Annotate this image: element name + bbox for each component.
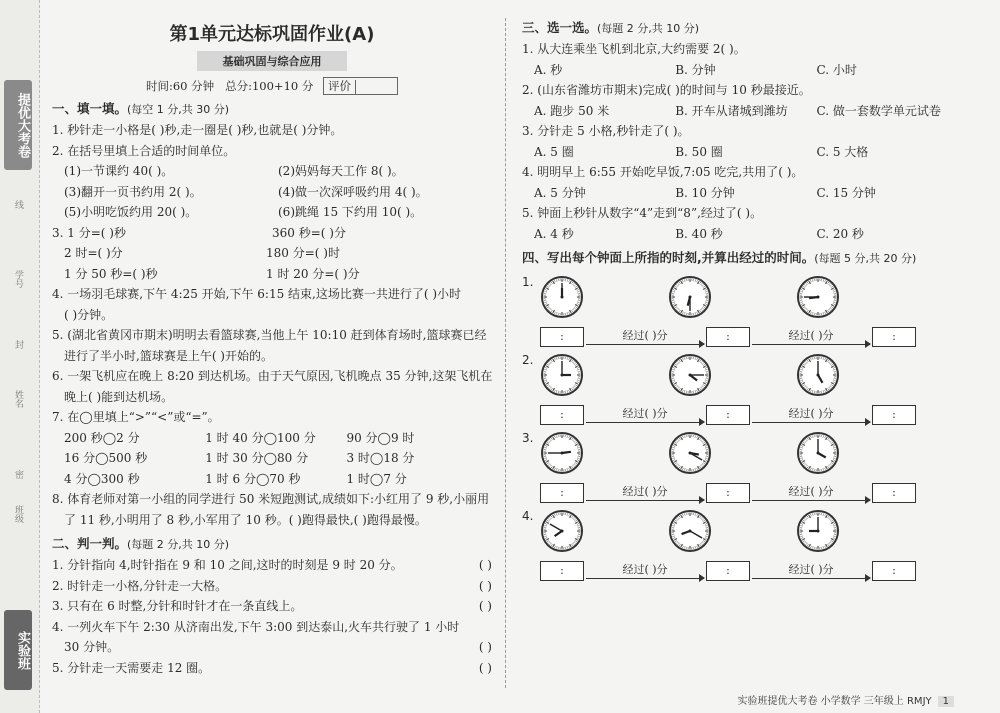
exam-info bbox=[52, 77, 492, 95]
time-answer-box[interactable]: : bbox=[872, 327, 916, 347]
time-answer-box[interactable]: : bbox=[706, 327, 750, 347]
choice-option[interactable]: A. 秒 bbox=[534, 62, 563, 77]
q3-item[interactable]: 360 秒=( )分 bbox=[272, 225, 346, 240]
page-subtitle: 基础巩固与综合应用 bbox=[197, 51, 347, 71]
choice-option[interactable]: C. 20 秒 bbox=[816, 226, 864, 241]
q2-item[interactable]: (4)做一次深呼吸约用 4( )。 bbox=[278, 184, 428, 199]
clock-face-icon bbox=[540, 509, 584, 557]
section-title: 二、判一判。 bbox=[52, 536, 128, 551]
clock-answer-row bbox=[540, 327, 962, 347]
section-title: 四、写出每个钟面上所指的时刻,并算出经过的时间。 bbox=[522, 250, 815, 265]
clock-face-icon bbox=[540, 353, 584, 401]
choice-options bbox=[522, 183, 962, 204]
elapsed-arrow bbox=[586, 485, 704, 501]
judge-text: 3. 只有在 6 时整,分针和时针才在一条直线上。 bbox=[52, 599, 303, 613]
question-4-cont[interactable]: ( )分钟。 bbox=[64, 307, 114, 322]
seal-label: 姓名 bbox=[13, 390, 23, 408]
q3-item[interactable]: 1 分 50 秒=( )秒 bbox=[64, 266, 158, 281]
footer-text: 实验班提优大考卷 小学数学 三年级上 RMJY bbox=[737, 696, 932, 707]
problem-number: 1. bbox=[522, 275, 534, 289]
section-choose bbox=[522, 18, 962, 39]
clock-problem bbox=[522, 275, 962, 323]
brand-badge-top: 提优大考卷 bbox=[4, 80, 32, 170]
clock-face-icon bbox=[668, 353, 712, 401]
clock-answer-row bbox=[540, 405, 962, 425]
question-8-cont[interactable]: 了 11 秒,小明用了 8 秒,小军用了 10 秒。( )跑得最快,( )跑得最慢。 bbox=[64, 512, 427, 527]
elapsed-arrow bbox=[586, 563, 704, 579]
choice-question: 2. (山东省潍坊市期末)完成( )的时间与 10 秒最接近。 bbox=[522, 83, 811, 97]
elapsed-arrow bbox=[586, 407, 704, 423]
compare-item[interactable]: 16 分◯500 秒 bbox=[64, 451, 148, 465]
judge-text: 30 分钟。 bbox=[64, 640, 120, 654]
evaluation-label: 评价 bbox=[328, 79, 352, 93]
choice-option[interactable]: A. 5 圈 bbox=[534, 144, 574, 159]
choice-options bbox=[522, 101, 962, 122]
choice-option[interactable]: A. 4 秒 bbox=[534, 226, 574, 241]
question-7: 7. 在◯里填上“>”“<”或“=”。 bbox=[52, 410, 220, 424]
compare-item[interactable]: 3 时◯18 分 bbox=[346, 451, 415, 465]
time-answer-box[interactable]: : bbox=[706, 405, 750, 425]
judge-answer[interactable]: ( ) bbox=[478, 558, 492, 572]
judge-answer[interactable]: ( ) bbox=[478, 660, 492, 675]
choice-option[interactable]: C. 5 大格 bbox=[816, 144, 869, 159]
compare-item[interactable]: 1 时 40 分◯100 分 bbox=[205, 430, 316, 445]
elapsed-label[interactable]: 经过( )分 bbox=[622, 329, 668, 342]
judge-item bbox=[52, 576, 492, 597]
elapsed-label[interactable]: 经过( )分 bbox=[788, 563, 834, 576]
choice-option[interactable]: C. 做一套数学单元试卷 bbox=[816, 103, 941, 118]
elapsed-label[interactable]: 经过( )分 bbox=[788, 329, 834, 342]
clock-face-icon bbox=[796, 275, 840, 323]
question-2-items bbox=[52, 161, 492, 182]
section-clocks bbox=[522, 248, 962, 269]
clock-face-icon bbox=[796, 509, 840, 557]
compare-item[interactable]: 90 分◯9 时 bbox=[346, 430, 415, 445]
question-2-items bbox=[52, 182, 492, 203]
clock-face-icon bbox=[668, 275, 712, 323]
judge-text: 1. 分针指向 4,时针指在 9 和 10 之间,这时的时刻是 9 时 20 分。 bbox=[52, 558, 403, 572]
clock-face-icon bbox=[668, 509, 712, 557]
section-note: (每空 1 分,共 30 分) bbox=[127, 103, 230, 116]
choice-option[interactable]: A. 5 分钟 bbox=[534, 185, 586, 200]
question-7-row bbox=[52, 428, 492, 449]
question-2-items bbox=[52, 202, 492, 223]
column-divider bbox=[505, 18, 506, 688]
choice-options bbox=[522, 142, 962, 163]
judge-item bbox=[52, 555, 492, 576]
left-column bbox=[52, 18, 492, 678]
compare-item[interactable]: 1 时 30 分◯80 分 bbox=[205, 451, 309, 465]
time-answer-box[interactable]: : bbox=[706, 483, 750, 503]
elapsed-arrow bbox=[752, 329, 870, 345]
compare-item[interactable]: 200 秒◯2 分 bbox=[64, 430, 140, 445]
question-3 bbox=[52, 223, 492, 244]
right-column bbox=[522, 18, 962, 581]
section-fill-in bbox=[52, 99, 492, 120]
choice-options bbox=[522, 224, 962, 245]
elapsed-arrow bbox=[752, 485, 870, 501]
seal-label: 密 bbox=[13, 470, 23, 479]
section-title: 三、选一选。 bbox=[522, 20, 598, 35]
question-7-row bbox=[52, 448, 492, 469]
problem-number: 3. bbox=[522, 431, 534, 445]
time-limit: 时间:60 分钟 bbox=[145, 79, 215, 93]
choice-option[interactable]: A. 跑步 50 米 bbox=[534, 103, 610, 118]
question-6[interactable]: 6. 一架飞机应在晚上 8:20 到达机场。由于天气原因,飞机晚点 35 分钟,这架飞机在 bbox=[52, 369, 493, 383]
elapsed-label[interactable]: 经过( )分 bbox=[788, 485, 834, 498]
time-answer-box[interactable]: : bbox=[706, 561, 750, 581]
choice-option[interactable]: C. 小时 bbox=[816, 62, 857, 77]
seal-label: 学号 bbox=[13, 270, 23, 288]
problem-number: 4. bbox=[522, 509, 534, 523]
choice-question: 1. 从大连乘坐飞机到北京,大约需要 2( )。 bbox=[522, 42, 746, 56]
judge-answer[interactable]: ( ) bbox=[478, 578, 492, 593]
q2-item[interactable]: (2)妈妈每天工作 8( )。 bbox=[278, 164, 404, 178]
choice-option[interactable]: C. 15 分钟 bbox=[816, 185, 876, 200]
binding-margin bbox=[0, 0, 40, 713]
q2-item[interactable]: (6)跳绳 15 下约用 10( )。 bbox=[278, 205, 423, 219]
clock-face-icon bbox=[668, 431, 712, 479]
seal-label: 封 bbox=[13, 340, 23, 349]
time-answer-box[interactable]: : bbox=[872, 561, 916, 581]
question-3 bbox=[52, 264, 492, 285]
elapsed-arrow bbox=[752, 563, 870, 579]
compare-item[interactable]: 4 分◯300 秒 bbox=[64, 471, 140, 486]
judge-answer[interactable]: ( ) bbox=[478, 640, 492, 654]
compare-item[interactable]: 1 时 6 分◯70 秒 bbox=[205, 471, 301, 486]
brand-badge-bottom: 实验班 bbox=[4, 610, 32, 690]
section-title: 一、填一填。 bbox=[52, 101, 128, 116]
elapsed-arrow bbox=[752, 407, 870, 423]
question-5[interactable]: 5. (湖北省黄冈市期末)明明去看篮球赛,当他上午 10:10 赶到体育场时,篮球赛已经 bbox=[52, 328, 487, 342]
judge-item bbox=[52, 637, 492, 658]
elapsed-arrow bbox=[586, 329, 704, 345]
question-8[interactable]: 8. 体育老师对第一小组的同学进行 50 米短跑测试,成绩如下:小红用了 9 秒,小丽用 bbox=[52, 492, 490, 506]
time-answer-box[interactable]: : bbox=[540, 483, 584, 503]
choice-question: 4. 明明早上 6:55 开始吃早饭,7:05 吃完,共用了( )。 bbox=[522, 165, 804, 179]
judge-text: 5. 分针走一天需要走 12 圈。 bbox=[52, 660, 211, 675]
question-1[interactable]: 1. 秒针走一小格是( )秒,走一圈是( )秒,也就是( )分钟。 bbox=[52, 123, 343, 137]
q2-item[interactable]: (1)一节课约 40( )。 bbox=[64, 164, 174, 178]
clock-problem bbox=[522, 509, 962, 557]
problem-number: 2. bbox=[522, 353, 534, 367]
clock-problem bbox=[522, 353, 962, 401]
seal-label: 线 bbox=[13, 200, 23, 209]
page-footer bbox=[737, 692, 954, 707]
elapsed-label[interactable]: 经过( )分 bbox=[622, 563, 668, 576]
time-answer-box[interactable]: : bbox=[540, 561, 584, 581]
question-2: 2. 在括号里填上合适的时间单位。 bbox=[52, 143, 236, 158]
time-answer-box[interactable]: : bbox=[540, 327, 584, 347]
choice-option[interactable]: B. 10 分钟 bbox=[675, 185, 735, 200]
judge-item bbox=[52, 596, 492, 617]
section-judge bbox=[52, 534, 492, 555]
judge-item: 4. 一列火车下午 2:30 从济南出发,下午 3:00 到达泰山,火车共行驶了 1 小时 bbox=[52, 619, 460, 634]
q2-item[interactable]: (3)翻开一页书约用 2( )。 bbox=[64, 184, 202, 199]
clock-answer-row bbox=[540, 483, 962, 503]
q2-item[interactable]: (5)小明吃饭约用 20( )。 bbox=[64, 205, 198, 219]
q3-item[interactable]: 3. 1 分=( )秒 bbox=[52, 225, 126, 240]
elapsed-label[interactable]: 经过( )分 bbox=[622, 485, 668, 498]
choice-option[interactable]: B. 开车从诸城到潍坊 bbox=[675, 103, 788, 118]
choice-question: 3. 分针走 5 小格,秒针走了( )。 bbox=[522, 124, 690, 138]
q3-item[interactable]: 1 时 20 分=( )分 bbox=[266, 266, 360, 281]
q3-item[interactable]: 2 时=( )分 bbox=[64, 246, 123, 260]
clock-face-icon bbox=[796, 353, 840, 401]
clock-face-icon bbox=[540, 431, 584, 479]
section-note: (每题 2 分,共 10 分) bbox=[127, 538, 230, 551]
question-3 bbox=[52, 243, 492, 264]
judge-item bbox=[52, 658, 492, 679]
clock-face-icon bbox=[796, 431, 840, 479]
elapsed-label[interactable]: 经过( )分 bbox=[788, 407, 834, 420]
clock-face-icon bbox=[540, 275, 584, 323]
choice-question: 5. 钟面上秒针从数字“4”走到“8”,经过了( )。 bbox=[522, 206, 763, 220]
question-4[interactable]: 4. 一场羽毛球赛,下午 4:25 开始,下午 6:15 结束,这场比赛一共进行了( )小时 bbox=[52, 287, 462, 301]
q3-item[interactable]: 180 分=( )时 bbox=[266, 246, 340, 260]
choice-option[interactable]: B. 40 秒 bbox=[675, 226, 723, 241]
question-6-cont[interactable]: 晚上( )能到达机场。 bbox=[64, 389, 174, 404]
choice-options bbox=[522, 60, 962, 81]
seal-label: 班级 bbox=[13, 505, 23, 523]
judge-answer[interactable]: ( ) bbox=[478, 599, 492, 613]
choice-option[interactable]: B. 分钟 bbox=[675, 62, 716, 77]
page-title: 第1单元达标巩固作业(A) bbox=[169, 24, 375, 45]
page-number: 1 bbox=[938, 696, 954, 707]
time-answer-box[interactable]: : bbox=[872, 483, 916, 503]
time-answer-box[interactable]: : bbox=[540, 405, 584, 425]
total-score: 总分:100+10 分 bbox=[225, 79, 314, 93]
section-note: (每题 5 分,共 20 分) bbox=[814, 252, 917, 265]
clock-answer-row bbox=[540, 561, 962, 581]
section-note: (每题 2 分,共 10 分) bbox=[597, 22, 700, 35]
question-5-cont[interactable]: 进行了半小时,篮球赛是上午( )开始的。 bbox=[64, 348, 273, 363]
elapsed-label[interactable]: 经过( )分 bbox=[622, 407, 668, 420]
judge-text: 2. 时针走一小格,分针走一大格。 bbox=[52, 578, 228, 593]
evaluation-box[interactable] bbox=[323, 77, 398, 95]
compare-item[interactable]: 1 时◯7 分 bbox=[346, 471, 407, 486]
clock-problem bbox=[522, 431, 962, 479]
time-answer-box[interactable]: : bbox=[872, 405, 916, 425]
question-7-row bbox=[52, 469, 492, 490]
choice-option[interactable]: B. 50 圈 bbox=[675, 144, 723, 159]
